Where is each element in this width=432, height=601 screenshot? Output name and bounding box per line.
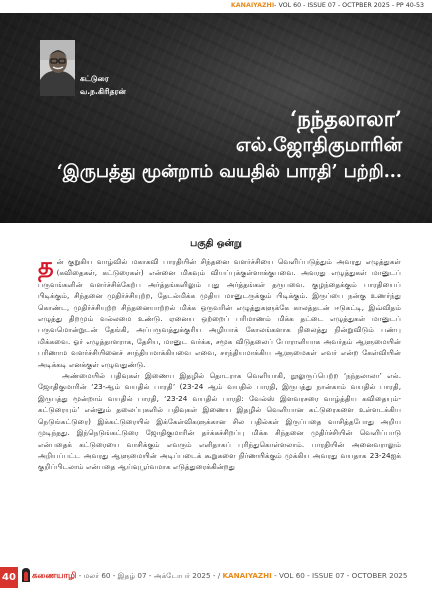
footer-issue-en: - VOL 60 - ISSUE 07 - OCTOBER 2025 [271, 571, 408, 580]
page-number: 40 [0, 567, 18, 588]
footer-issue-ta: - மலர் 60 - இதழ் 07 - அக்டோபர் 2025 - / [76, 571, 223, 580]
part-label: பகுதி ஒன்று [190, 238, 242, 249]
paragraph-2: அண்மையில் பதிவுகள் இணைய இதழில் தொடராக வெளியாகி, நூலுருப்பெற்ற ‘நந்தலாலா’ எல். ஜோதிகுமாரின் ‘23-ஆம் வயதில் பாரதி’ (23-24 ஆம் வயதில் பாரதி, இருபத்து நான்காம் வயதில் பாரதி, இருபத்து மூன்றாம் வயதில் பாரதி, ‘23-24 வயதில் பாரதி: வேல்ஸ் இளவரசரை வாழ்த்திய கவிதையும்-கட்டுரையும்’ என்னும் தலைப்புகளில் பதிவுகள் இணைய இதழில் வெளியான கட்டுரைகளை உள்ளடக்கிய நெடுங்கட்டுரை) இக்கட்டுரையில் இக்கேள்விகளுக்கான சில பதில்கள் இருப்பதை வாசித்தபோது அறிய முடிந்தது. இந்நெடுங்கட்டுரை ஜோதிகுமாரின் தர்க்கச்சிறப்பு மிக்க சிந்தனை முதிர்ச்சியின் வெளிப்பாடு என்பதைக் கட்டுரையை வாசிக்கும் எவரும் எளிதாகப் புரிந்துகொள்ளலாம். பாரதியின் அனைவராலும் அறியப்பட்ட அவரது ஆளுமையின் அடிப்படைக் கூறுகளை நிர்ணயிக்கும் முக்கிய அவரது வயதாக 23-24ஐக் குறிப்பிடலாம் என்பதை ஆய்வுபூர்வமாக எடுத்துரைக்கின்றது [38, 371, 401, 472]
footer-magazine-en: KANAIYAZHI [222, 571, 272, 580]
title-line-1: ‘நந்தலாலா’ [289, 106, 402, 131]
title-line-2: எல்.ஜோதிகுமாரின் [235, 134, 402, 156]
article-type-label: கட்டுரை [80, 74, 109, 83]
title-line-3: ‘இருபத்து மூன்றாம் வயதில் பாரதி’ பற்றி... [56, 162, 402, 182]
author-photo [40, 40, 75, 96]
drop-cap: த [38, 251, 54, 280]
running-footer [32, 571, 407, 582]
header-issue: - VOL 60 - ISSUE 07 - OCTPBER 2025 - PP 40-53 [274, 2, 424, 9]
paragraph-1-text: ன் குறுகிய வாழ்வில் மகாகவி பாரதியின் சிந்தனை வளர்ச்சியை வெளிப்படுத்தும் அவரது எழுத்துகள் (கவிதைகள், கட்டுரைகள்) என்னை மிகவும் வியப்புக்குள்ளாக்குபவை. அவரது எழுத்துகள் மானுடப் பருவங்களின் வளர்ச்சிக்கேற்ப அர்த்தங்களிலும் புது அர்த்தங்கள் தருபவை. குழந்தைக்கும் பாரதியைப் பிடிக்கும், சிந்தனை முதிர்ச்சியுற்ற, தேடல்மிக்க முதிய மானுடருக்கும் பிடிக்கும். இருப்பை நன்கு உணர்ந்து கொண்ட, முதிர்ச்சியுற்ற சிந்தனையாற்றல் மிக்க ஒருவரின் எழுத்துகளுக்கே காலத்தடன் ஈடுகட்டி, இவ்விதம் எழுத்து திறமும் வல்லமை உண்டு. ஏனைய ஒற்றைப் பரிமாணம் மிக்க தட்டை எழுத்துகள் மானுடப் பருவமொன்றுடன் தேங்கி, அப்பருவத்துக்குரிய அழியாக் கோலங்களாக நிலைத்து நின்றுவிடும் பண்பு மிக்கவை. ஓர் எழுத்தாளராக, தேசிய, மானுட வர்க்க, சமூக விடுதலைப் போராளியாக அவர்தம் ஆளுமையின் பரிணாம வளர்ச்சியினைச் சாந்தியமாக்கியவை எவை, சாந்தியமாக்கிய ஆளுமைகள் எவர் என்ற கேள்வியின் அடிக்கடி எனக்குள் எழுவதுண்டு. [38, 257, 401, 369]
header-bar [0, 0, 432, 13]
running-header [231, 2, 424, 9]
author-name: வ.ந.கிரிதரன் [80, 87, 126, 96]
title-banner [0, 0, 432, 223]
footer-magazine-ta: கணையாழி [32, 571, 77, 581]
paragraph-1 [38, 251, 401, 370]
magazine-logo-icon [20, 567, 32, 583]
article-body [38, 251, 401, 473]
header-magazine: KANAIYAZHI [230, 2, 275, 9]
